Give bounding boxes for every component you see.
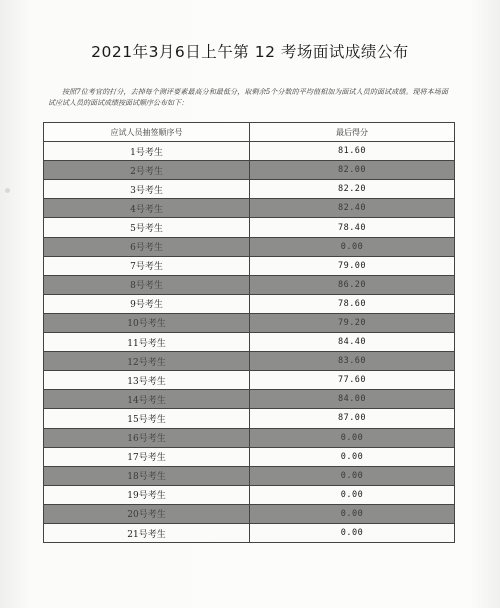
- candidate-cell: 4号考生: [44, 199, 250, 218]
- intro-paragraph: 按照7位考官的打分，去掉每个测评要素最高分和最低分，取剩余5个分数的平均值相加为面试人员的面试成绩。现将本场面试应试人员的面试成绩按面试顺序公布如下：: [48, 88, 448, 107]
- candidate-cell: 14号考生: [44, 390, 250, 409]
- score-cell: 83.60: [250, 352, 455, 371]
- column-header-score: 最后得分: [250, 123, 455, 142]
- candidate-cell: 19号考生: [44, 485, 250, 504]
- score-cell: 87.00: [250, 409, 455, 428]
- score-cell: 0.00: [250, 466, 455, 485]
- score-cell: 82.40: [250, 199, 455, 218]
- score-cell: 0.00: [250, 428, 455, 447]
- score-cell: 0.00: [250, 447, 455, 466]
- table-header-row: [44, 123, 455, 142]
- score-cell: 82.20: [250, 180, 455, 199]
- candidate-cell: 16号考生: [44, 428, 250, 447]
- score-cell: 79.00: [250, 256, 455, 275]
- table-row: [44, 523, 455, 542]
- candidate-cell: 2号考生: [44, 161, 250, 180]
- score-cell: 77.60: [250, 371, 455, 390]
- table-row: [44, 333, 455, 352]
- candidate-cell: 5号考生: [44, 218, 250, 237]
- candidate-cell: 6号考生: [44, 237, 250, 256]
- table-row: [44, 466, 455, 485]
- candidate-cell: 13号考生: [44, 371, 250, 390]
- table-row: [44, 428, 455, 447]
- candidate-cell: 12号考生: [44, 352, 250, 371]
- table-row: [44, 352, 455, 371]
- table-row: [44, 256, 455, 275]
- candidate-cell: 11号考生: [44, 333, 250, 352]
- score-cell: 79.20: [250, 313, 455, 332]
- table-row: [44, 371, 455, 390]
- candidate-cell: 10号考生: [44, 313, 250, 332]
- score-cell: 0.00: [250, 237, 455, 256]
- table-row: [44, 218, 455, 237]
- score-cell: 78.60: [250, 294, 455, 313]
- table-row: [44, 199, 455, 218]
- table-row: [44, 409, 455, 428]
- candidate-cell: 21号考生: [44, 523, 250, 542]
- score-cell: 84.40: [250, 333, 455, 352]
- candidate-cell: 9号考生: [44, 294, 250, 313]
- table-row: [44, 447, 455, 466]
- score-cell: 84.00: [250, 390, 455, 409]
- score-cell: 86.20: [250, 275, 455, 294]
- table-body: [44, 142, 455, 543]
- score-table: [43, 122, 455, 543]
- page-title: 2021年3月6日上午第 12 考场面试成绩公布: [91, 43, 409, 61]
- candidate-cell: 3号考生: [44, 180, 250, 199]
- table-row: [44, 275, 455, 294]
- score-cell: 78.40: [250, 218, 455, 237]
- candidate-cell: 20号考生: [44, 504, 250, 523]
- score-cell: 82.00: [250, 161, 455, 180]
- table-row: [44, 180, 455, 199]
- table-row: [44, 294, 455, 313]
- score-cell: 0.00: [250, 504, 455, 523]
- table-row: [44, 237, 455, 256]
- table-row: [44, 142, 455, 161]
- candidate-cell: 17号考生: [44, 447, 250, 466]
- table-row: [44, 485, 455, 504]
- scan-mark: [5, 188, 10, 193]
- table-row: [44, 390, 455, 409]
- score-cell: 81.60: [250, 142, 455, 161]
- column-header-candidate: 应试人员抽签顺序号: [44, 123, 250, 142]
- candidate-cell: 8号考生: [44, 275, 250, 294]
- candidate-cell: 18号考生: [44, 466, 250, 485]
- score-cell: 0.00: [250, 485, 455, 504]
- candidate-cell: 1号考生: [44, 142, 250, 161]
- candidate-cell: 7号考生: [44, 256, 250, 275]
- score-cell: 0.00: [250, 523, 455, 542]
- candidate-cell: 15号考生: [44, 409, 250, 428]
- table-row: [44, 161, 455, 180]
- table-row: [44, 313, 455, 332]
- table-row: [44, 504, 455, 523]
